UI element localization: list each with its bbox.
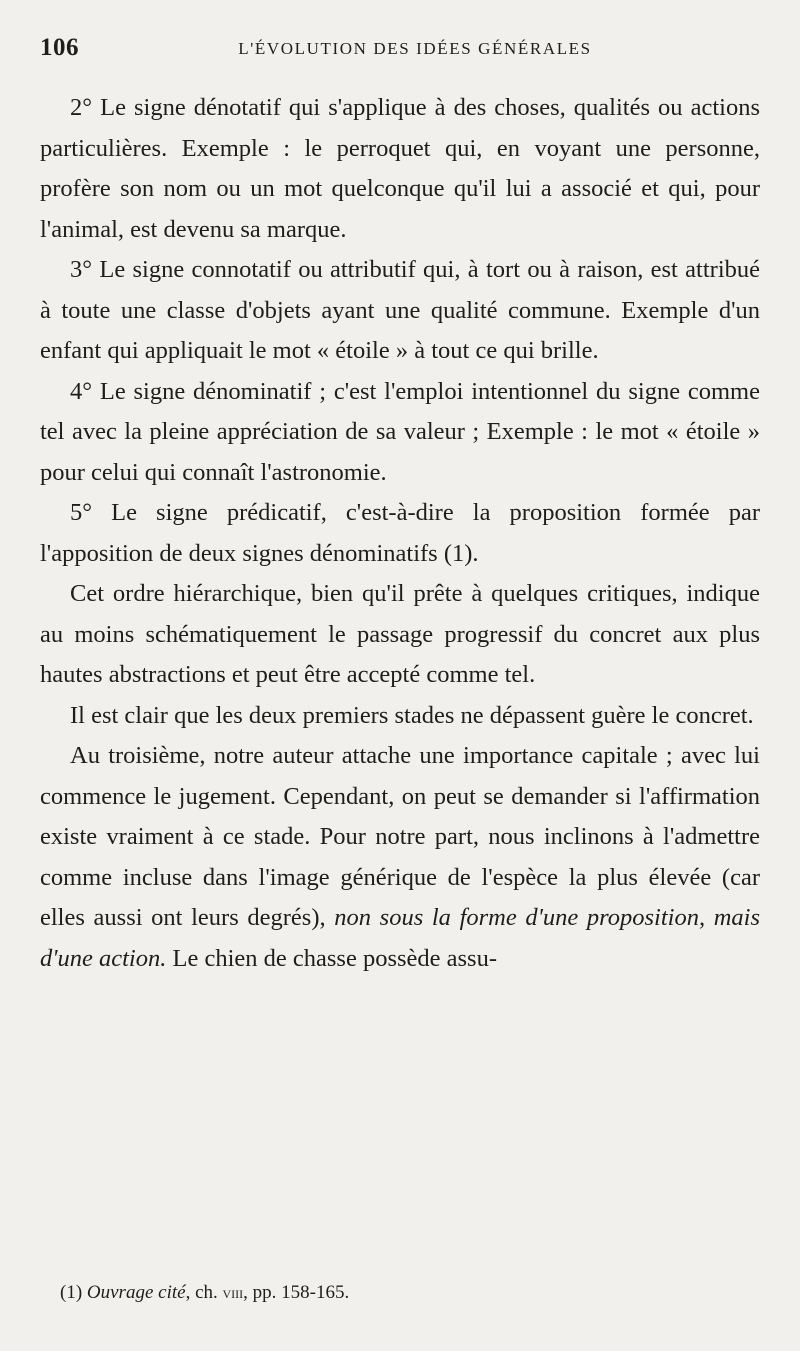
page-number: 106: [40, 34, 79, 61]
paragraph-sign-denominative: 4° Le signe dénominatif ; c'est l'emploi intentionnel du signe comme tel avec la pleine appréciation de sa valeur ; Exemple : le mot « étoile » pour celui qui connaît l'astronomie.: [40, 377, 760, 486]
paragraph-third-stage: [40, 736, 760, 979]
footnote-ref: , ch.: [185, 1282, 223, 1303]
footnote-chapter: viii: [222, 1283, 244, 1302]
footnote-pages: , pp. 158-165.: [243, 1282, 350, 1303]
footnote-source: Ouvrage cité: [86, 1282, 186, 1303]
paragraph-hierarchy: Cet ordre hiérarchique, bien qu'il prête à quelques critiques, indique au moins schématiquement le passage progressif du concret aux plus hautes abstractions et peut être accepté comme tel.: [40, 580, 760, 688]
page-header: [40, 34, 760, 64]
body-text: [40, 88, 760, 979]
footnote: [60, 1280, 760, 1306]
paragraph-first-stages: Il est clair que les deux premiers stades ne dépassent guère le concret.: [70, 701, 754, 729]
third-stage-italic: non sous la forme d'une proposition, mais d'une action.: [40, 904, 760, 972]
third-stage-continuation: Le chien de chasse possède assu-: [166, 944, 497, 972]
paragraph-sign-denotative: 2° Le signe dénotatif qui s'applique à des choses, qualités ou actions particulières. Exemple : le perroquet qui, en voyant une personne, profère son nom ou un mot quelconque qu'il lui a associé et qui, pour l'animal, est devenu sa marque.: [40, 94, 760, 243]
paragraph-sign-predicative: 5° Le signe prédicatif, c'est-à-dire la proposition formée par l'apposition de deux signes dénominatifs (1).: [40, 499, 760, 567]
paragraph-sign-connotative: 3° Le signe connotatif ou attributif qui, à tort ou à raison, est attribué à toute une classe d'objets ayant une qualité commune. Exemple d'un enfant qui appliquait le mot « étoile » à tout ce qui brille.: [40, 256, 760, 364]
footnote-marker: (1): [60, 1282, 87, 1303]
third-stage-text: Au troisième, notre auteur attache une importance capitale ; avec lui commence le jugement. Cependant, on peut se demander si l'affirmation existe vraiment à ce stade. Pour notre part, nous inclinons à l'admettre comme incluse dans l'image générique de l'espèce la plus élevée (car elles aussi ont leurs degrés),: [40, 742, 760, 931]
running-title: L'ÉVOLUTION DES IDÉES GÉNÉRALES: [238, 39, 592, 58]
